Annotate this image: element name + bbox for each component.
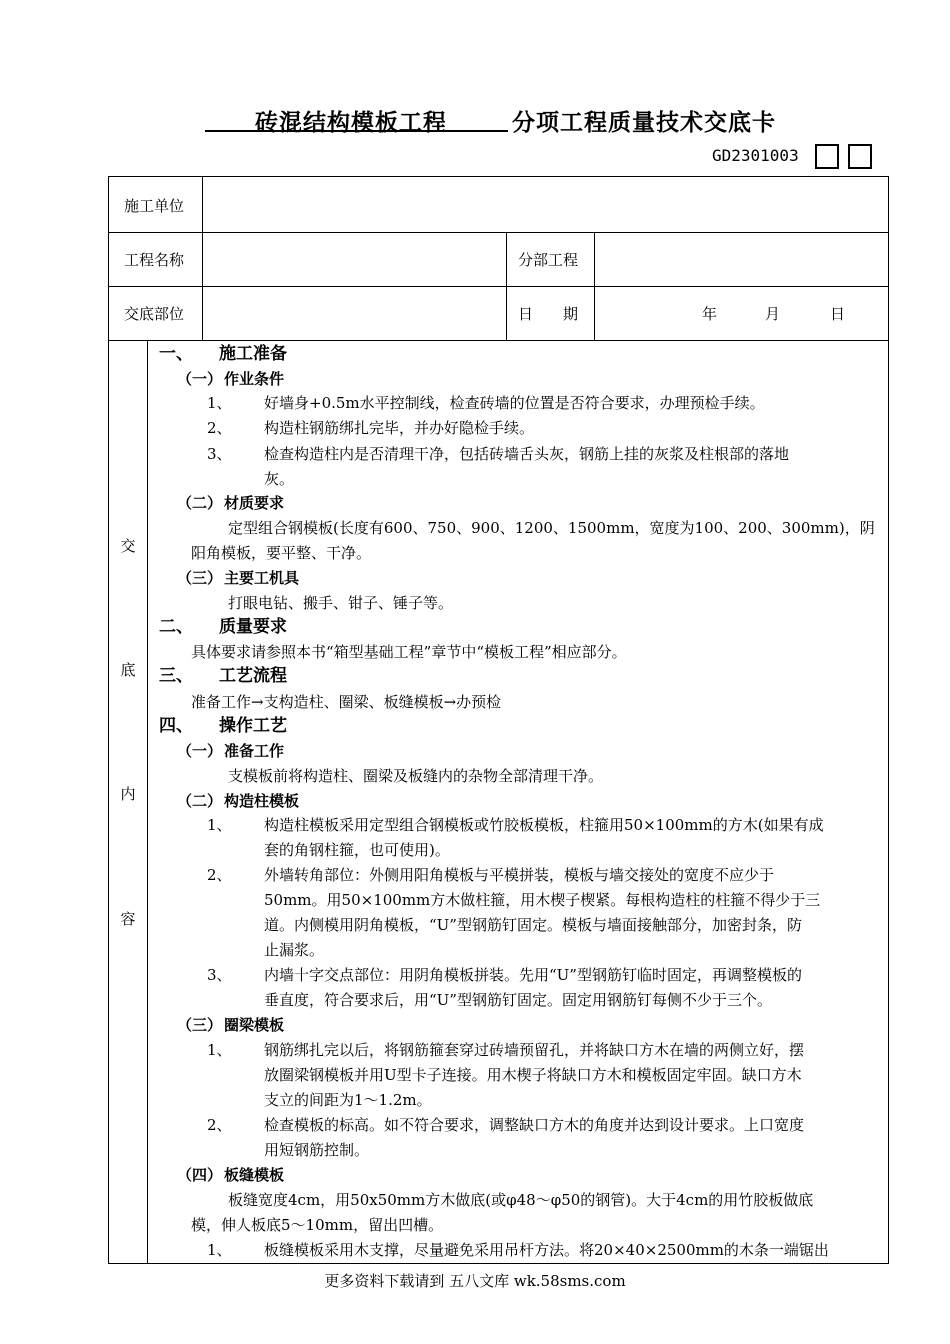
- paragraph-line: 止漏浆。: [264, 941, 325, 959]
- paragraph-line: 检查构造柱内是否清理干净，包括砖墙舌头灰，钢筋上挂的灰浆及柱根部的落地: [264, 445, 790, 463]
- subsection-number: （三）: [177, 569, 223, 587]
- sub-project-label: 分部工程: [518, 251, 579, 269]
- col-divider: [594, 232, 595, 340]
- subsection-number: （一）: [177, 742, 223, 760]
- section-number: 四、: [159, 716, 193, 736]
- date-label: 日 期: [518, 305, 579, 323]
- paragraph-line: 检查模板的标高。如不符合要求，调整缺口方木的角度并达到设计要求。上口宽度: [264, 1116, 805, 1134]
- construction-unit-label: 施工单位: [124, 197, 185, 215]
- sub-project-field[interactable]: [596, 234, 886, 285]
- item-number: 2、: [207, 419, 232, 437]
- paragraph-line: 套的角钢柱箍，也可使用)。: [264, 841, 450, 859]
- item-number: 1、: [207, 394, 232, 412]
- item-number: 2、: [207, 866, 232, 884]
- document-code: GD2301003: [712, 146, 799, 165]
- item-number: 2、: [207, 1116, 232, 1134]
- section-title: 操作工艺: [219, 716, 287, 736]
- project-name-field[interactable]: [204, 234, 504, 285]
- paragraph-line: 准备工作→支构造柱、圈梁、板缝模板→办预检: [191, 693, 502, 711]
- section-number: 二、: [159, 617, 193, 637]
- section-title: 施工准备: [219, 344, 287, 364]
- day-label: 日: [830, 305, 846, 323]
- paragraph-line: 钢筋绑扎完以后，将钢筋箍套穿过砖墙预留孔，并将缺口方木在墙的两侧立好，摆: [264, 1041, 805, 1059]
- subsection-title: 板缝模板: [224, 1166, 285, 1184]
- paragraph-line: 灰。: [264, 470, 295, 488]
- title-suffix: 分项工程质量技术交底卡: [512, 110, 776, 136]
- section-number: 一、: [159, 344, 193, 364]
- paragraph-line: 外墙转角部位：外侧用阳角模板与平模拼装，模板与墙交接处的宽度不应少于: [264, 866, 775, 884]
- side-label-char: 交: [120, 537, 136, 555]
- item-number: 1、: [207, 1241, 232, 1259]
- row-divider: [109, 232, 888, 233]
- subsection-title: 作业条件: [224, 370, 285, 388]
- side-divider: [147, 340, 148, 1263]
- construction-unit-field[interactable]: [204, 178, 886, 231]
- footer-link[interactable]: 更多资料下载请到 五八文库 wk.58sms.com: [324, 1272, 626, 1290]
- year-label: 年: [702, 305, 718, 323]
- month-label: 月: [765, 305, 781, 323]
- paragraph-line: 好墙身+0.5m水平控制线，检查砖墙的位置是否符合要求，办理预检手续。: [264, 394, 765, 412]
- subsection-number: （一）: [177, 370, 223, 388]
- paragraph-line: 50mm。用50×100mm方木做柱箍，用木楔子楔紧。每根构造柱的柱箍不得少于三: [264, 891, 821, 909]
- col-divider: [506, 232, 507, 340]
- paragraph-line: 板缝宽度4cm，用50x50mm方木做底(或φ48～φ50的钢管)。大于4cm的用竹胶板做底: [228, 1191, 814, 1209]
- item-number: 1、: [207, 1041, 232, 1059]
- item-number: 3、: [207, 445, 232, 463]
- subsection-number: （二）: [177, 494, 223, 512]
- checkbox-1[interactable]: [815, 144, 839, 169]
- paragraph-line: 用短钢筋控制。: [264, 1141, 370, 1159]
- paragraph-line: 放圈梁钢模板并用U型卡子连接。用木楔子将缺口方木和模板固定牢固。缺口方木: [264, 1066, 802, 1084]
- side-label-char: 容: [120, 910, 136, 928]
- handover-part-label: 交底部位: [124, 305, 185, 323]
- row-divider: [109, 340, 888, 341]
- subsection-number: （二）: [177, 792, 223, 810]
- paragraph-line: 垂直度，符合要求后，用“U”型钢筋钉固定。固定用钢筋钉每侧不少于三个。: [264, 991, 772, 1009]
- item-number: 1、: [207, 816, 232, 834]
- col-divider: [202, 177, 203, 340]
- side-label-char: 内: [120, 785, 136, 803]
- subsection-title: 主要工机具: [224, 569, 300, 587]
- subsection-number: （三）: [177, 1016, 223, 1034]
- section-title: 工艺流程: [219, 666, 287, 686]
- subsection-title: 材质要求: [224, 494, 285, 512]
- form-table: [108, 176, 889, 1264]
- subsection-number: （四）: [177, 1166, 223, 1184]
- paragraph-line: 模，伸人板底5～10mm，留出凹槽。: [191, 1216, 444, 1234]
- subsection-title: 准备工作: [224, 742, 285, 760]
- project-name-label: 工程名称: [124, 251, 185, 269]
- row-divider: [109, 286, 888, 287]
- checkbox-2[interactable]: [848, 144, 872, 169]
- handover-part-field[interactable]: [204, 288, 504, 339]
- paragraph-line: 打眼电钻、搬手、钳子、锤子等。: [228, 594, 454, 612]
- subsection-title: 构造柱模板: [224, 792, 300, 810]
- side-label-char: 底: [120, 661, 136, 679]
- paragraph-line: 板缝模板采用木支撑，尽量避免采用吊杆方法。将20×40×2500mm的木条一端锯出: [264, 1241, 829, 1259]
- paragraph-line: 具体要求请参照本书“箱型基础工程”章节中“模板工程”相应部分。: [191, 643, 627, 661]
- paragraph-line: 道。内侧模用阴角模板，“U”型钢筋钉固定。模板与墙面接触部分，加密封条，防: [264, 916, 802, 934]
- subsection-title: 圈梁模板: [224, 1016, 285, 1034]
- paragraph-line: 支立的间距为1～1.2m。: [264, 1091, 432, 1109]
- paragraph-line: 定型组合钢模板(长度有600、750、900、1200、1500mm，宽度为100、200、300mm)，阴: [228, 519, 875, 537]
- paragraph-line: 阳角模板，要平整、干净。: [191, 544, 372, 562]
- paragraph-line: 支模板前将构造柱、圈梁及板缝内的杂物全部清理干净。: [228, 767, 604, 785]
- paragraph-line: 构造柱模板采用定型组合钢模板或竹胶板模板，柱箍用50×100mm的方木(如果有成: [264, 816, 824, 834]
- project-name: 砖混结构模板工程: [255, 110, 447, 136]
- paragraph-line: 内墙十字交点部位：用阴角模板拼装。先用“U”型钢筋钉临时固定，再调整模板的: [264, 966, 802, 984]
- section-number: 三、: [159, 666, 193, 686]
- document-title: [0, 100, 950, 140]
- item-number: 3、: [207, 966, 232, 984]
- section-title: 质量要求: [219, 617, 287, 637]
- paragraph-line: 构造柱钢筋绑扎完毕，并办好隐检手续。: [264, 419, 535, 437]
